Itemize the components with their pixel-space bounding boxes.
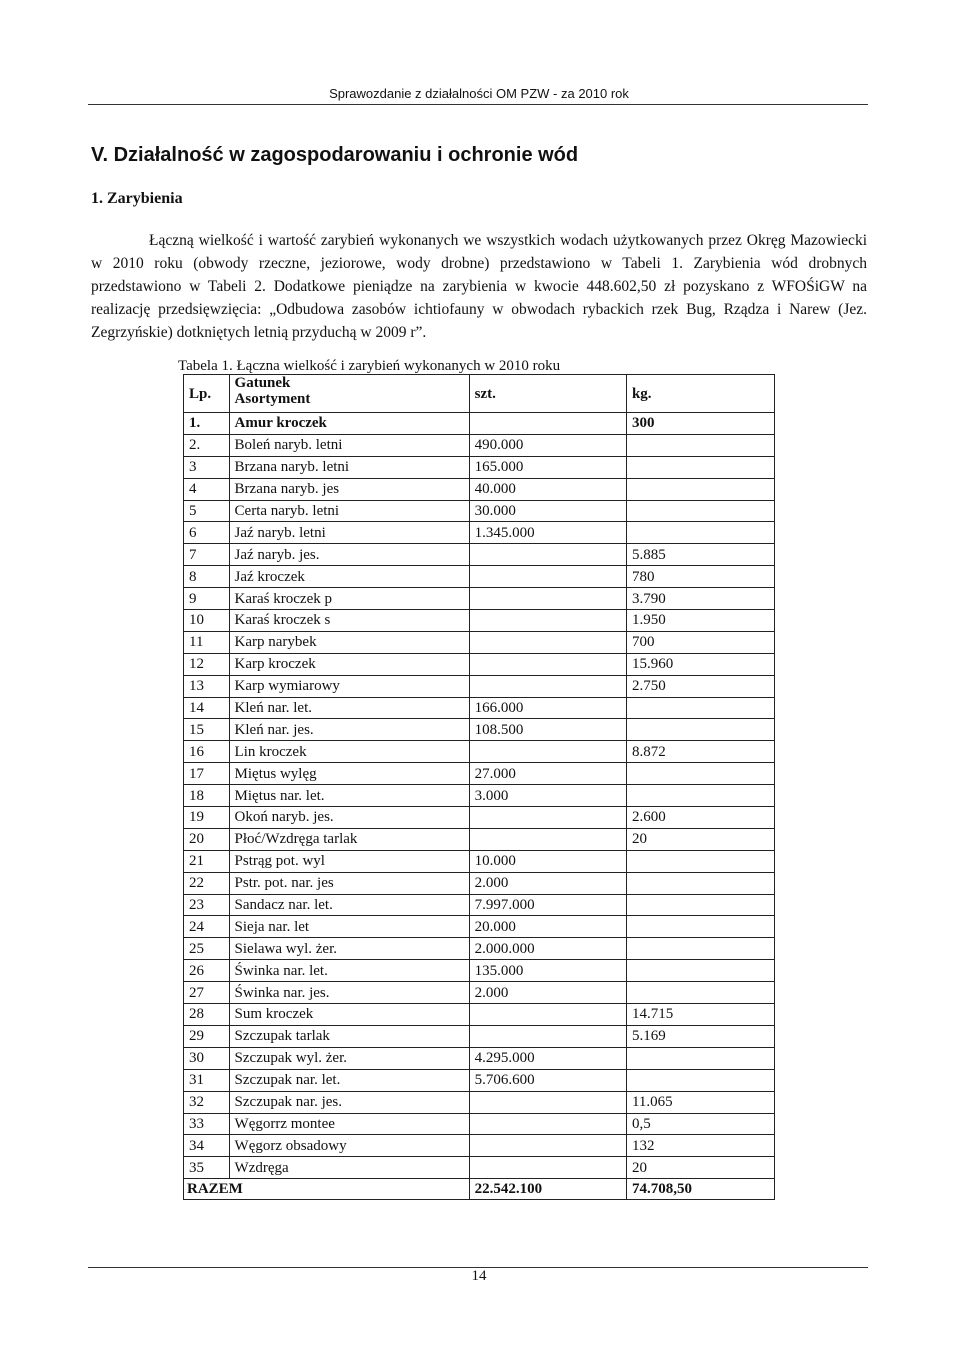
row-szt: 3.000 <box>469 785 626 807</box>
row-lp: 26 <box>184 960 230 982</box>
row-lp: 33 <box>184 1113 230 1135</box>
row-lp: 2. <box>184 434 230 456</box>
row-kg: 780 <box>626 566 774 588</box>
row-szt: 2.000 <box>469 982 626 1004</box>
row-szt: 30.000 <box>469 500 626 522</box>
table-row <box>184 1091 775 1113</box>
row-name: Amur kroczek <box>229 413 469 435</box>
row-lp: 32 <box>184 1091 230 1113</box>
row-name: Płoć/Wzdręga tarlak <box>229 828 469 850</box>
stocking-table <box>183 374 775 1200</box>
row-szt <box>469 675 626 697</box>
row-szt <box>469 413 626 435</box>
row-name: Karaś kroczek s <box>229 610 469 632</box>
table-row <box>184 675 775 697</box>
row-szt <box>469 1135 626 1157</box>
header-lp: Lp. <box>184 375 230 413</box>
row-lp: 8 <box>184 566 230 588</box>
row-szt: 165.000 <box>469 456 626 478</box>
table-row <box>184 785 775 807</box>
row-szt <box>469 1157 626 1179</box>
row-name: Karp kroczek <box>229 653 469 675</box>
header-szt: szt. <box>469 375 626 413</box>
header-kg: kg. <box>626 375 774 413</box>
row-szt: 7.997.000 <box>469 894 626 916</box>
table-row <box>184 960 775 982</box>
row-lp: 29 <box>184 1025 230 1047</box>
row-kg: 132 <box>626 1135 774 1157</box>
table-row <box>184 741 775 763</box>
table-row <box>184 522 775 544</box>
row-szt: 27.000 <box>469 763 626 785</box>
row-name: Certa naryb. letni <box>229 500 469 522</box>
row-kg <box>626 522 774 544</box>
row-name: Węgorz obsadowy <box>229 1135 469 1157</box>
row-name: Jaź naryb. letni <box>229 522 469 544</box>
row-szt: 108.500 <box>469 719 626 741</box>
row-lp: 22 <box>184 872 230 894</box>
row-lp: 20 <box>184 828 230 850</box>
row-lp: 19 <box>184 807 230 829</box>
row-kg: 700 <box>626 631 774 653</box>
table-caption: Tabela 1. Łączna wielkość i zarybień wykonanych w 2010 roku <box>178 358 561 374</box>
page-number: 14 <box>471 1268 487 1284</box>
row-name: Szczupak wyl. żer. <box>229 1047 469 1069</box>
row-name: Sieja nar. let <box>229 916 469 938</box>
row-lp: 4 <box>184 478 230 500</box>
row-name: Kleń nar. let. <box>229 697 469 719</box>
chapter-title: V. Działalność w zagospodarowaniu i ochronie wód <box>91 144 579 166</box>
row-kg <box>626 719 774 741</box>
table-row <box>184 1135 775 1157</box>
row-kg <box>626 960 774 982</box>
row-name: Pstr. pot. nar. jes <box>229 872 469 894</box>
row-szt: 135.000 <box>469 960 626 982</box>
row-lp: 23 <box>184 894 230 916</box>
row-kg <box>626 938 774 960</box>
table-row <box>184 1069 775 1091</box>
row-kg: 20 <box>626 828 774 850</box>
row-kg <box>626 1047 774 1069</box>
table-row <box>184 719 775 741</box>
row-szt <box>469 1004 626 1026</box>
row-szt <box>469 741 626 763</box>
row-szt <box>469 566 626 588</box>
row-name: Karp narybek <box>229 631 469 653</box>
row-kg: 8.872 <box>626 741 774 763</box>
row-szt <box>469 610 626 632</box>
row-lp: 24 <box>184 916 230 938</box>
total-szt: 22.542.100 <box>469 1179 626 1200</box>
row-kg <box>626 982 774 1004</box>
table-row <box>184 850 775 872</box>
row-kg: 2.600 <box>626 807 774 829</box>
row-name: Węgorrz montee <box>229 1113 469 1135</box>
table-row <box>184 828 775 850</box>
row-lp: 1. <box>184 413 230 435</box>
header-divider <box>88 104 868 105</box>
row-kg: 15.960 <box>626 653 774 675</box>
table-row <box>184 697 775 719</box>
row-lp: 21 <box>184 850 230 872</box>
row-name: Kleń nar. jes. <box>229 719 469 741</box>
table-body <box>184 413 775 1179</box>
running-header-text: Sprawozdanie z działalności OM PZW - za 2010 rok <box>329 86 629 101</box>
row-lp: 11 <box>184 631 230 653</box>
table-row <box>184 434 775 456</box>
table-row <box>184 1004 775 1026</box>
table-row <box>184 1025 775 1047</box>
row-kg <box>626 500 774 522</box>
row-lp: 17 <box>184 763 230 785</box>
row-lp: 28 <box>184 1004 230 1026</box>
row-lp: 5 <box>184 500 230 522</box>
row-name: Boleń naryb. letni <box>229 434 469 456</box>
row-szt <box>469 1025 626 1047</box>
table-row <box>184 916 775 938</box>
section-title: 1. Zarybienia <box>91 190 183 207</box>
row-szt: 5.706.600 <box>469 1069 626 1091</box>
row-kg: 0,5 <box>626 1113 774 1135</box>
row-name: Sum kroczek <box>229 1004 469 1026</box>
row-lp: 18 <box>184 785 230 807</box>
row-kg <box>626 478 774 500</box>
row-kg <box>626 785 774 807</box>
table-row <box>184 610 775 632</box>
table-row <box>184 1157 775 1179</box>
row-szt: 4.295.000 <box>469 1047 626 1069</box>
row-kg <box>626 456 774 478</box>
row-name: Karaś kroczek p <box>229 588 469 610</box>
row-name: Szczupak nar. jes. <box>229 1091 469 1113</box>
row-szt: 2.000.000 <box>469 938 626 960</box>
row-kg: 20 <box>626 1157 774 1179</box>
table-row <box>184 478 775 500</box>
row-lp: 25 <box>184 938 230 960</box>
row-lp: 12 <box>184 653 230 675</box>
row-lp: 7 <box>184 544 230 566</box>
row-lp: 13 <box>184 675 230 697</box>
row-name: Karp wymiarowy <box>229 675 469 697</box>
row-kg: 11.065 <box>626 1091 774 1113</box>
row-szt <box>469 807 626 829</box>
row-name: Sielawa wyl. żer. <box>229 938 469 960</box>
row-kg <box>626 894 774 916</box>
table-row <box>184 894 775 916</box>
table-row <box>184 807 775 829</box>
row-szt <box>469 631 626 653</box>
table-row <box>184 938 775 960</box>
row-lp: 16 <box>184 741 230 763</box>
table-row <box>184 653 775 675</box>
table-row <box>184 456 775 478</box>
table-row <box>184 872 775 894</box>
table-row <box>184 566 775 588</box>
row-szt: 20.000 <box>469 916 626 938</box>
row-kg: 300 <box>626 413 774 435</box>
row-lp: 3 <box>184 456 230 478</box>
row-name: Świnka nar. let. <box>229 960 469 982</box>
table-total-row <box>184 1179 775 1200</box>
row-name: Wzdręga <box>229 1157 469 1179</box>
row-szt <box>469 1113 626 1135</box>
row-kg: 14.715 <box>626 1004 774 1026</box>
total-label: RAZEM <box>184 1179 470 1200</box>
row-lp: 27 <box>184 982 230 1004</box>
row-name: Szczupak nar. let. <box>229 1069 469 1091</box>
row-name: Świnka nar. jes. <box>229 982 469 1004</box>
table-row <box>184 763 775 785</box>
total-kg: 74.708,50 <box>626 1179 774 1200</box>
row-name: Sandacz nar. let. <box>229 894 469 916</box>
row-kg: 2.750 <box>626 675 774 697</box>
row-kg: 5.169 <box>626 1025 774 1047</box>
row-lp: 15 <box>184 719 230 741</box>
row-kg: 5.885 <box>626 544 774 566</box>
row-kg <box>626 872 774 894</box>
row-name: Brzana naryb. letni <box>229 456 469 478</box>
row-kg: 1.950 <box>626 610 774 632</box>
table-row <box>184 982 775 1004</box>
row-szt <box>469 653 626 675</box>
table-row <box>184 1047 775 1069</box>
row-szt: 490.000 <box>469 434 626 456</box>
row-szt: 2.000 <box>469 872 626 894</box>
row-name: Brzana naryb. jes <box>229 478 469 500</box>
row-lp: 31 <box>184 1069 230 1091</box>
row-szt: 166.000 <box>469 697 626 719</box>
row-lp: 10 <box>184 610 230 632</box>
row-name: Pstrąg pot. wyl <box>229 850 469 872</box>
row-kg <box>626 850 774 872</box>
row-lp: 6 <box>184 522 230 544</box>
row-name: Jaź kroczek <box>229 566 469 588</box>
row-kg: 3.790 <box>626 588 774 610</box>
row-kg <box>626 434 774 456</box>
row-name: Szczupak tarlak <box>229 1025 469 1047</box>
row-szt: 10.000 <box>469 850 626 872</box>
row-lp: 30 <box>184 1047 230 1069</box>
row-name: Lin kroczek <box>229 741 469 763</box>
row-szt: 40.000 <box>469 478 626 500</box>
row-kg <box>626 763 774 785</box>
running-header <box>0 86 958 101</box>
section-paragraph: Łączną wielkość i wartość zarybień wykonanych we wszystkich wodach użytkowanych przez Okręg Mazowiecki w 2010 roku (obwody rzeczne, jeziorowe, wody drobne) przedstawiono w Tabeli 1. Zarybienia wód drobnych przedstawiono w Tabeli 2. Dodatkowe pieniądze na zarybienia w kwocie 448.602,50 zł pozyskano z WFOŚiGW na realizację przedsięwzięcia: „Odbudowa zasobów ichtiofauny w obwodach rybackich rzek Bug, Rządza i Narew (Jez. Zegrzyńskie) dotkniętych letnią przyduchą w 2009 r”. <box>91 232 867 341</box>
row-lp: 14 <box>184 697 230 719</box>
table-row <box>184 544 775 566</box>
row-szt: 1.345.000 <box>469 522 626 544</box>
header-species <box>229 375 469 413</box>
table-row <box>184 588 775 610</box>
row-kg <box>626 1069 774 1091</box>
row-name: Okoń naryb. jes. <box>229 807 469 829</box>
row-szt <box>469 588 626 610</box>
table-header-row <box>184 375 775 413</box>
table-row <box>184 631 775 653</box>
row-kg <box>626 916 774 938</box>
row-kg <box>626 697 774 719</box>
table-row <box>184 500 775 522</box>
row-name: Jaź naryb. jes. <box>229 544 469 566</box>
row-lp: 34 <box>184 1135 230 1157</box>
row-szt <box>469 544 626 566</box>
row-lp: 9 <box>184 588 230 610</box>
row-szt <box>469 828 626 850</box>
header-gatunek: Gatunek <box>234 375 291 391</box>
table-row <box>184 1113 775 1135</box>
header-asortyment: Asortyment <box>234 391 311 407</box>
row-name: Miętus nar. let. <box>229 785 469 807</box>
row-name: Miętus wylęg <box>229 763 469 785</box>
row-lp: 35 <box>184 1157 230 1179</box>
row-szt <box>469 1091 626 1113</box>
table-row <box>184 413 775 435</box>
